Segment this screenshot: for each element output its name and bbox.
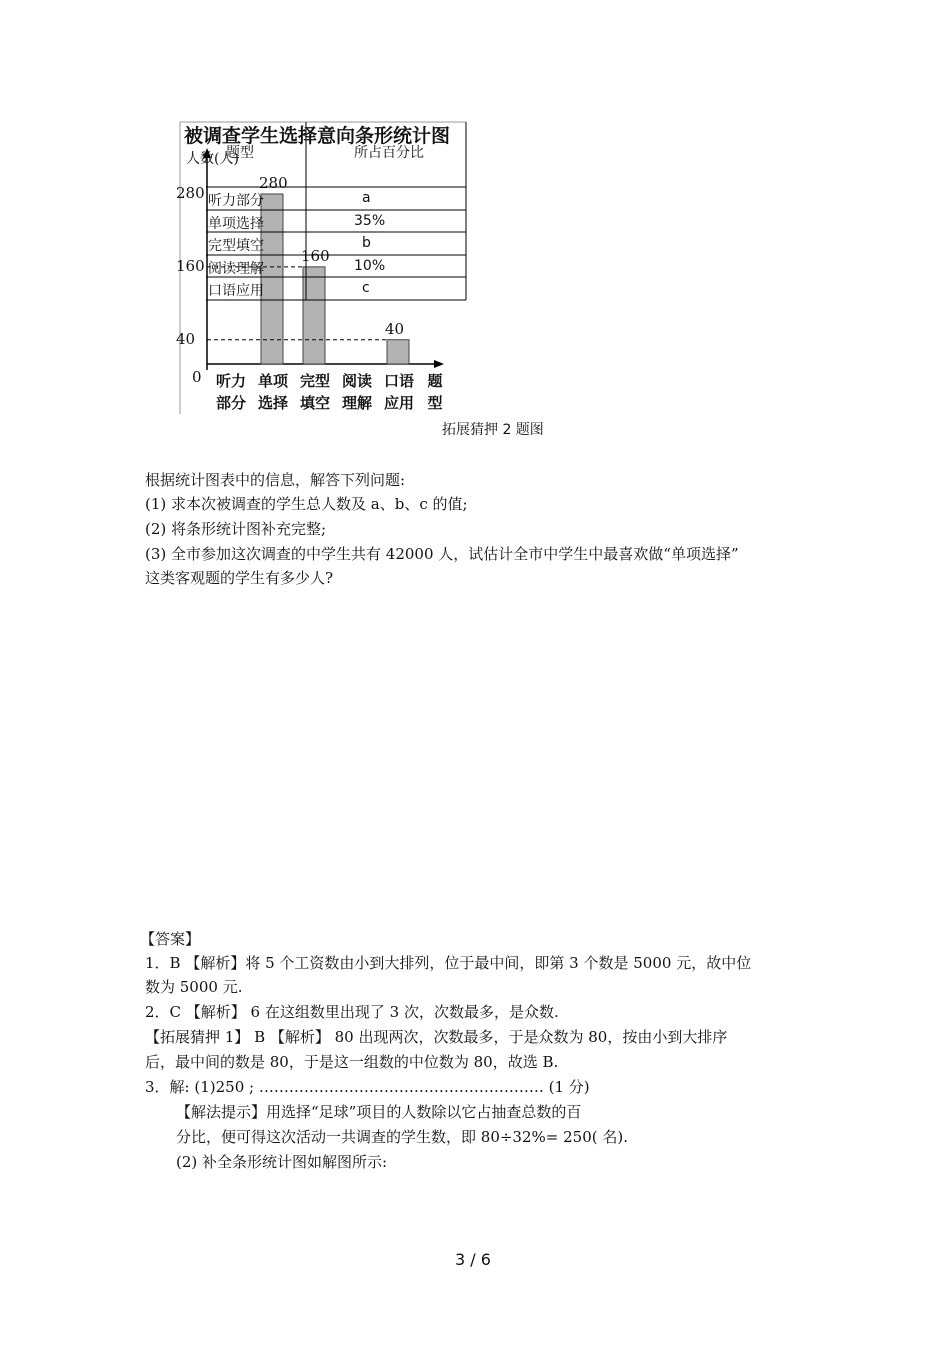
- table-header-type: 题型: [226, 145, 254, 161]
- y-tick-label: 280: [176, 184, 205, 202]
- bar-value-label: 40: [385, 319, 405, 338]
- solution-hint-line-1: 【解法提示】用选择“足球”项目的人数除以它占抽查总数的百: [176, 1103, 582, 1121]
- y-axis-label: 人数(人): [186, 151, 239, 167]
- table-cell-percent: c: [362, 280, 370, 296]
- x-category-line: 理解: [341, 394, 372, 412]
- y-tick-label: 0: [192, 368, 202, 386]
- y-tick-label: 40: [176, 329, 196, 348]
- extension-answer-line-2: 后，最中间的数是 80，于是这一组数的中位数为 80，故选 B.: [145, 1053, 559, 1071]
- x-category-label: [379, 370, 419, 414]
- x-category-line: 阅读: [341, 372, 372, 390]
- x-category-line: 单项: [257, 372, 288, 390]
- table-cell-percent: 10%: [354, 258, 386, 274]
- x-axis-label: 题型: [427, 372, 443, 412]
- table-cell-percent: 35%: [354, 213, 386, 229]
- x-category-label: [253, 370, 293, 414]
- answer-3-part-2: (2) 补全条形统计图如解图所示:: [176, 1153, 388, 1171]
- answer-2: 2．C 【解析】 6 在这组数里出现了 3 次，次数最多，是众数.: [145, 1003, 559, 1021]
- table-cell-type: 单项选择: [208, 216, 264, 232]
- table-cell-type: 口语应用: [208, 283, 264, 299]
- answer-1-line-1: 1．B 【解析】将 5 个工资数由小到大排列，位于最中间，即第 3 个数是 5000 元，故中位: [145, 954, 752, 972]
- answers-heading: 【答案】: [140, 930, 201, 948]
- answer-1-line-2: 数为 5000 元.: [145, 978, 243, 996]
- answer-3-line-1: 3．解: (1)250 ; ………………………………………………… (1 分): [145, 1078, 590, 1096]
- x-category-line: 选择: [257, 394, 288, 412]
- solution-hint-line-2: 分比，便可得这次活动一共调查的学生数，即 80÷32%= 250( 名).: [176, 1128, 628, 1146]
- question-3-line-1: (3) 全市参加这次调查的中学生共有 42000 人，试估计全市中学生中最喜欢做“单项选择”: [145, 545, 739, 563]
- question-1: (1) 求本次被调查的学生总人数及 a、b、c 的值;: [145, 495, 468, 513]
- x-category-label: [337, 370, 377, 414]
- x-category-line: 部分: [215, 394, 246, 412]
- table-cell-type: 听力部分: [208, 193, 264, 209]
- figure-caption: 拓展猜押 2 题图: [442, 422, 544, 438]
- bar-4: [387, 340, 409, 364]
- table-header-percent: 所占百分比: [354, 145, 424, 161]
- x-category-line: 听力: [215, 372, 246, 390]
- question-2: (2) 将条形统计图补充完整;: [145, 520, 327, 538]
- x-category-line: 应用: [383, 394, 414, 412]
- table-cell-type: 阅读理解: [208, 261, 264, 277]
- extension-answer-line-1: 【拓展猜押 1】 B 【解析】 80 出现两次，次数最多，于是众数为 80，按由小到大排序: [145, 1028, 728, 1046]
- x-axis-arrow: [434, 360, 444, 368]
- table-cell-percent: a: [362, 190, 371, 206]
- x-category-line: 填空: [299, 394, 330, 412]
- bar-value-label: 280: [259, 174, 288, 192]
- question-3-line-2: 这类客观题的学生有多少人?: [145, 569, 334, 587]
- chart-title: 被调查学生选择意向条形统计图: [184, 125, 451, 147]
- bar-value-label: 160: [301, 246, 330, 265]
- x-category-label: [211, 370, 251, 414]
- chart-figure: [176, 120, 468, 416]
- table-cell-type: 完型填空: [208, 238, 264, 254]
- table-cell-percent: b: [362, 235, 371, 251]
- page-number: 3 / 6: [455, 1250, 491, 1269]
- y-tick-label: 160: [176, 256, 205, 275]
- x-category-line: 完型: [299, 372, 330, 390]
- x-category-line: 口语: [383, 372, 414, 390]
- questions-intro: 根据统计图表中的信息，解答下列问题:: [145, 471, 406, 489]
- x-category-label: [295, 370, 335, 414]
